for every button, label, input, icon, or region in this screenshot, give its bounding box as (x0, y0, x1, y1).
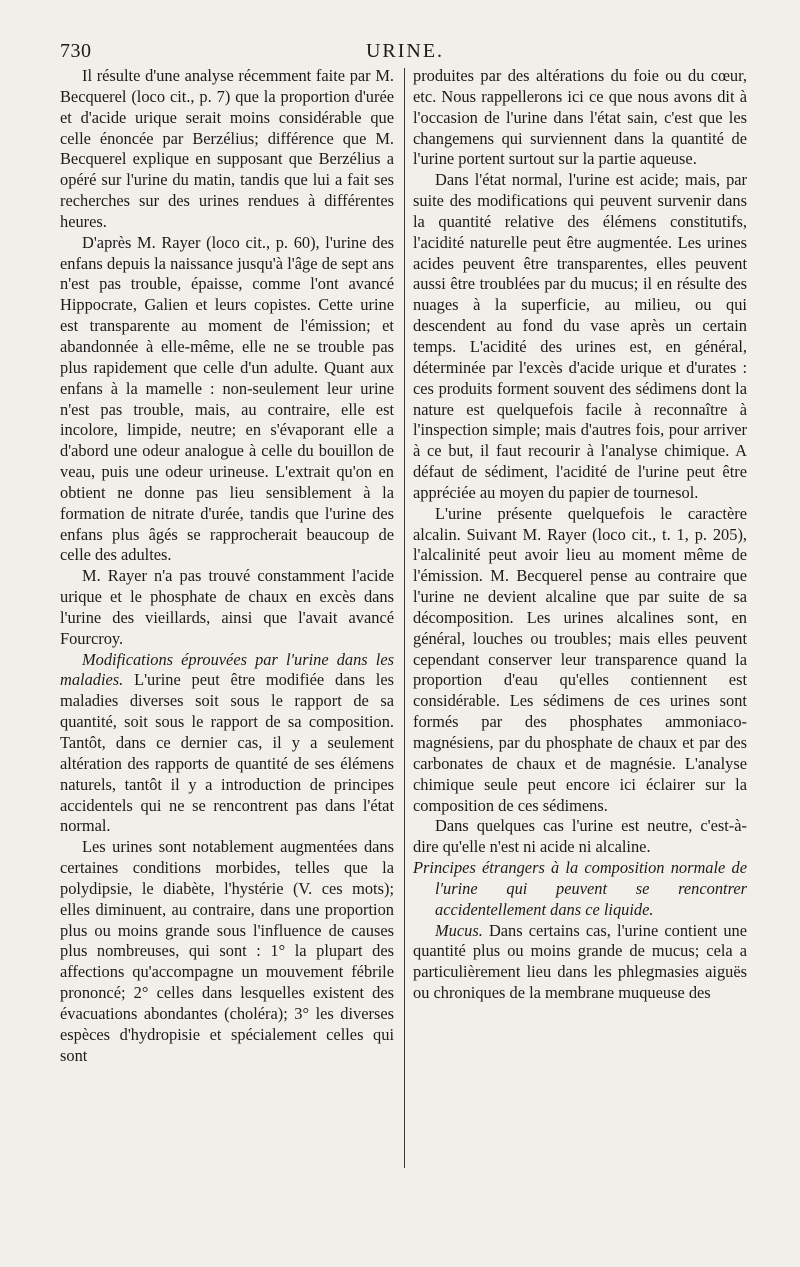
mucus-heading: Mucus. (435, 920, 483, 940)
paragraph-quantity-changes: Les urines sont notablement augmentées dans certaines conditions morbides, telles que la polydipsie, le diabète, l'hystérie (V. ces mots); elles diminuent, au contraire, dans une proportion plus ou moins grande sous l'influence de causes plus nombreuses, qui sont : 1° la plupart des affections qu'accompagne un mouvement fébrile prononcé; 2° celles dans lesquelles existent des évacuations abondantes (choléra); 3° les diverses espèces d'hydropisie et spécialement celles qui sont (60, 837, 394, 1065)
right-column (413, 66, 747, 1004)
mucus-text: Dans certains cas, l'urine contient une quantité plus ou moins grande de mucus; cela a particulièrement lieu dans les phlegmasies aiguës ou chroniques de la membrane muqueuse des (413, 920, 747, 1003)
paragraph-rayer-children: D'après M. Rayer (loco cit., p. 60), l'urine des enfans depuis la naissance jusqu'à l'âge de sept ans n'est pas trouble, épaisse, comme l'ont avancé Hippocrate, Galien et leurs copistes. Cette urine est transparente au moment de l'émission; et abandonnée à elle-même, elle ne se trouble pas plus rapidement que celle d'un adulte. Quant aux enfans à la mamelle : non-seulement leur urine n'est pas trouble, mais, au contraire, elle est incolore, limpide, neutre; en s'évaporant elle a d'abord une odeur analogue à celle du bouillon de veau, puis une odeur urineuse. L'extrait qu'on en obtient ne donne pas lieu sensiblement à la formation de nitrate d'urée, tandis que l'urine des enfans plus âgés se rapprocherait beaucoup de celle des adultes. (60, 232, 394, 565)
page-number: 730 (60, 40, 92, 62)
running-head (60, 40, 750, 66)
running-title: URINE. (365, 40, 445, 62)
paragraph-continuation: produites par des altérations du foie ou du cœur, etc. Nous rappellerons ici ce que nous avons dit à l'occasion de l'urine dans l'état sain, c'est que les changemens qui surviennent dans la quantité de l'urine portent surtout sur la partie aqueuse. (413, 66, 747, 169)
paragraph-alkalinity: L'urine présente quelquefois le caractère alcalin. Suivant M. Rayer (loco cit., t. 1, p. 205), l'alcalinité peut avoir lieu au moment même de l'émission. M. Becquerel pense au contraire que l'urine ne devient alcaline que par suite de sa décomposition. Les urines alcalines sont, en général, louches ou troubles; mais elles peuvent cependant conserver leur transparence quand la proportion d'eau qu'elles contiennent est considérable. Les sédimens de ces urines sont formés par des phosphates ammoniaco-magnésiens, par du phosphate de chaux et par des carbonates de chaux et de magnésie. L'analyse chimique seule peut encore ici éclairer sur la composition de ces sédimens. (413, 503, 747, 815)
paragraph-mucus (413, 921, 747, 1004)
section-heading-foreign-principles (413, 858, 747, 921)
paragraph-neutral: Dans quelques cas l'urine est neutre, c'est-à-dire qu'elle n'est ni acide ni alcaline. (413, 816, 747, 857)
diseases-text: L'urine peut être modifiée dans les maladies diverses soit sous le rapport de sa quantité, soit sous le rapport de sa composition. Tantôt, dans ce dernier cas, il y a seulement altération des rapports de quantité de ses élémens naturels, tantôt il y a introduction de principes accidentels qui ne se rencontrent pas dans l'état normal. (60, 670, 394, 836)
paragraph-acidity: Dans l'état normal, l'urine est acide; mais, par suite des modifications qui peuvent survenir dans la quantité relative des élémens constitutifs, l'acidité naturelle peut être augmentée. Les urines acides peuvent être transparentes, elles peuvent aussi être troublées par du mucus; il en résulte des nuages à la superficie, au milieu, ou qui descendent au fond du vase après un certain temps. L'acidité des urines est, en général, déterminée par l'excès d'acide urique et d'urates : ces produits forment souvent des sédimens dont la nature est quelquefois facile à reconnaître à l'inspection simple; mais d'autres fois, pour arriver à ce but, il faut recourir à l'analyse chimique. A défaut de sédiment, l'acidité de l'urine peut être appréciée au moyen du papier de tournesol. (413, 170, 747, 502)
paragraph-becquerel-analysis: Il résulte d'une analyse récemment faite par M. Becquerel (loco cit., p. 7) que la proportion d'urée et d'acide urique serait moins considérable que celle énoncée par Berzélius; différence que M. Becquerel explique en supposant que Berzélius a opéré sur l'urine du matin, tandis que lui a fait ses recherches sur des urines rendues à différentes heures. (60, 66, 394, 231)
section-heading-first-line: Principes étrangers à la composition (413, 858, 665, 878)
paragraph-diseases (60, 650, 394, 838)
left-column (60, 66, 394, 1067)
paragraph-rayer-elderly: M. Rayer n'a pas trouvé constamment l'acide urique et le phosphate de chaux en excès dans l'urine des vieillards, ainsi que l'avait avancé Fourcroy. (60, 566, 394, 648)
section-heading-rest: normale de l'urine qui peuvent se rencontrer accidentellement dans ce liquide. (435, 858, 747, 919)
diseases-heading: Modifications éprouvées par l'urine dans les maladies. (60, 649, 394, 690)
column-divider (404, 68, 405, 1168)
